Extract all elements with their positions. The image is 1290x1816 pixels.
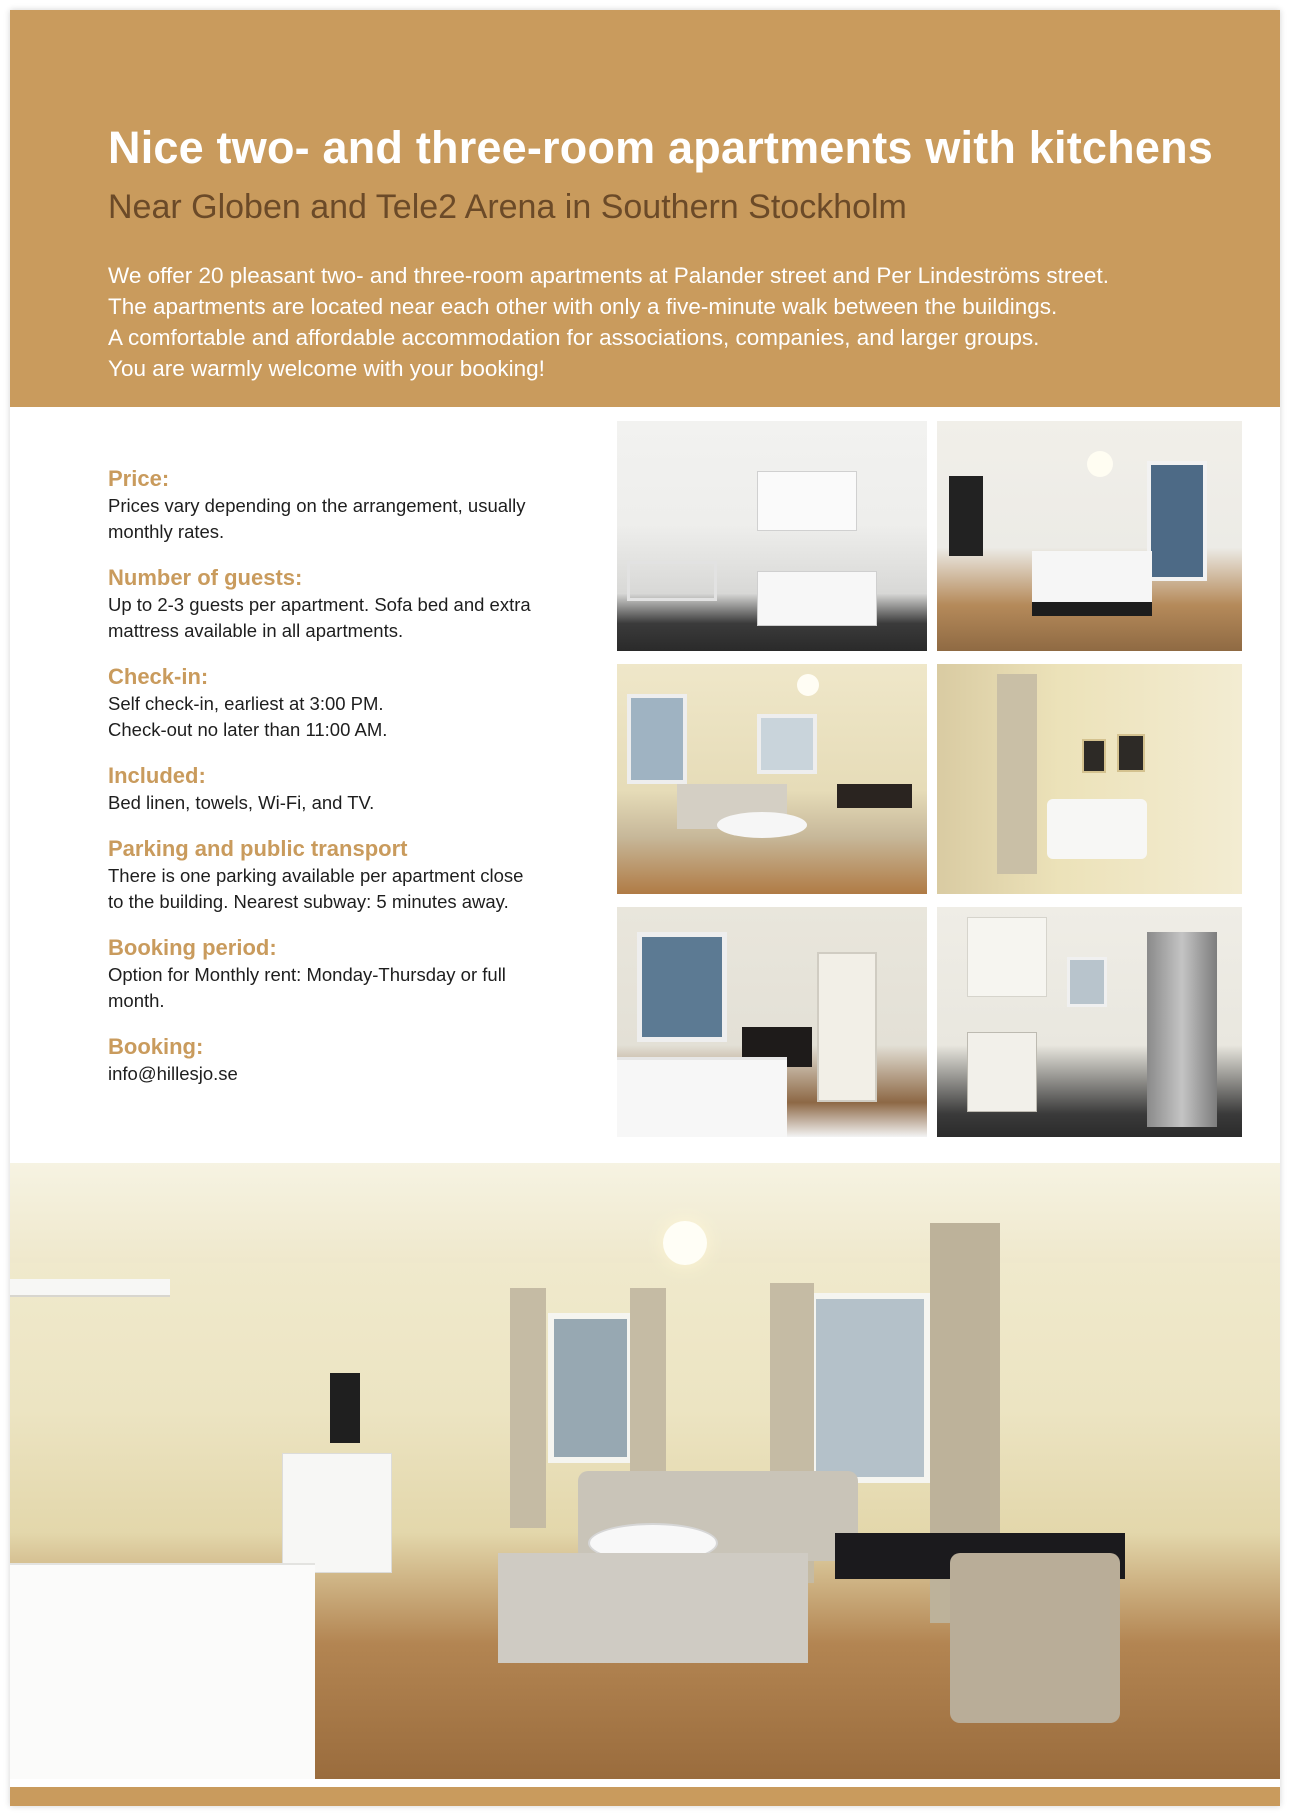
intro-paragraph: [108, 260, 1258, 384]
info-heading: Check-in:: [108, 664, 209, 689]
info-text: Self check-in, earliest at 3:00 PM. Check-out no later than 11:00 AM.: [108, 693, 388, 740]
intro-line: You are warmly welcome with your booking!: [108, 356, 545, 381]
photo-kitchen: [617, 421, 927, 651]
page-subtitle: Near Globen and Tele2 Arena in Southern Stockholm: [108, 188, 907, 226]
photo-living-room: [617, 664, 927, 894]
footer-bar: [10, 1787, 1280, 1806]
info-item-price: [108, 465, 608, 545]
info-text: Prices vary depending on the arrangement, usually monthly rates.: [108, 495, 526, 542]
intro-line: We offer 20 pleasant two- and three-room apartments at Palander street and Per Lindeströms street.: [108, 263, 1109, 288]
info-heading: Parking and public transport: [108, 836, 408, 861]
info-item-booking: [108, 1033, 608, 1087]
photo-kitchen-2: [937, 907, 1242, 1137]
info-item-guests: [108, 564, 608, 644]
info-item-check-in: [108, 663, 608, 743]
info-heading: Price:: [108, 466, 170, 491]
info-text: Up to 2-3 guests per apartment. Sofa bed and extra mattress available in all apartments.: [108, 594, 531, 641]
brochure-page: [10, 10, 1280, 1806]
info-text: Bed linen, towels, Wi-Fi, and TV.: [108, 792, 375, 813]
photo-bedroom-2: [617, 907, 927, 1137]
photo-sofa-bed: [937, 664, 1242, 894]
info-item-booking-period: [108, 934, 608, 1014]
info-section: [108, 465, 608, 1106]
intro-line: The apartments are located near each other with only a five-minute walk between the buildings.: [108, 294, 1058, 319]
info-text: There is one parking available per apartment close to the building. Nearest subway: 5 minutes away.: [108, 865, 524, 912]
page-title: Nice two- and three-room apartments with kitchens: [108, 122, 1213, 173]
booking-email[interactable]: info@hillesjo.se: [108, 1063, 238, 1084]
info-heading: Number of guests:: [108, 565, 303, 590]
intro-line: A comfortable and affordable accommodation for associations, companies, and larger groups.: [108, 325, 1040, 350]
header-band: [10, 10, 1280, 407]
info-heading: Booking period:: [108, 935, 277, 960]
photo-bedroom: [937, 421, 1242, 651]
info-heading: Booking:: [108, 1034, 204, 1059]
photo-living-room-large: [10, 1163, 1280, 1779]
info-heading: Included:: [108, 763, 206, 788]
info-item-included: [108, 762, 608, 816]
info-item-parking: [108, 835, 608, 915]
info-text: Option for Monthly rent: Monday-Thursday or full month.: [108, 964, 506, 1011]
